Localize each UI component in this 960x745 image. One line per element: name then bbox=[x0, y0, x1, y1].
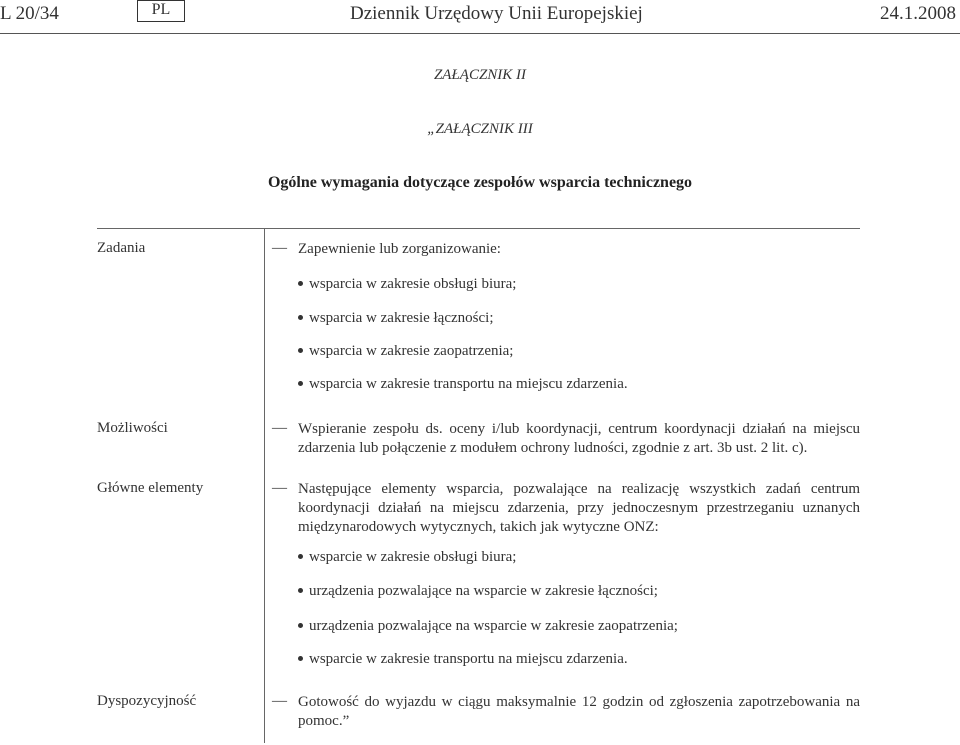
row-label-mozliwosci: Możliwości bbox=[97, 420, 168, 436]
list-item: wsparcia w zakresie łączności; bbox=[298, 310, 494, 327]
list-item: urządzenia pozwalające na wsparcie w zakresie łączności; bbox=[298, 583, 658, 600]
list-item: urządzenia pozwalające na wsparcie w zakresie zaopatrzenia; bbox=[298, 618, 678, 635]
mozliwosci-text: Wspieranie zespołu ds. oceny i/lub koordynacji, centrum koordynacji działań na miejscu zdarzenia lub połączenie z modułem ochrony ludności, zgodnie z art. 3b ust. 2 lit. c). bbox=[298, 421, 860, 456]
header-divider bbox=[0, 33, 960, 34]
publication-date: 24.1.2008 bbox=[880, 3, 956, 24]
bullet-icon bbox=[298, 381, 303, 386]
dyspozycyjnosc-text: Gotowość do wyjazdu w ciągu maksymalnie 12 godzin od zgłoszenia zapotrzebowania na pomoc.” bbox=[298, 694, 860, 729]
row-label-dyspozycyjnosc: Dyspozycyjność bbox=[97, 693, 197, 709]
language-badge: PL bbox=[137, 0, 185, 22]
list-item: wsparcia w zakresie zaopatrzenia; bbox=[298, 343, 513, 360]
bullet-icon bbox=[298, 281, 303, 286]
row-label-glowne-elementy: Główne elementy bbox=[97, 480, 204, 496]
dash-mozliwosci: — bbox=[272, 420, 287, 436]
bullet-icon bbox=[298, 348, 303, 353]
journal-title: Dziennik Urzędowy Unii Europejskiej bbox=[350, 3, 643, 24]
bullet-icon bbox=[298, 315, 303, 320]
bullet-icon bbox=[298, 656, 303, 661]
bullet-icon bbox=[298, 554, 303, 559]
dash-dyspozycyjnosc: — bbox=[272, 693, 287, 709]
journal-reference: L 20/34 bbox=[0, 3, 59, 24]
bullet-icon bbox=[298, 623, 303, 628]
dash-glowne-elementy: — bbox=[272, 480, 287, 496]
list-item: wsparcie w zakresie transportu na miejscu zdarzenia. bbox=[298, 651, 628, 668]
bullet-icon bbox=[298, 588, 303, 593]
table-column-divider bbox=[264, 228, 265, 743]
annex-subtitle: „ZAŁĄCZNIK III bbox=[427, 121, 533, 137]
annex-title: ZAŁĄCZNIK II bbox=[433, 67, 527, 83]
list-item: wsparcie w zakresie obsługi biura; bbox=[298, 549, 516, 566]
dash-zadania: — bbox=[272, 240, 287, 256]
zadania-intro: Zapewnienie lub zorganizowanie: bbox=[298, 241, 501, 257]
list-item: wsparcia w zakresie transportu na miejscu zdarzenia. bbox=[298, 376, 628, 393]
page-header bbox=[0, 0, 960, 34]
row-label-zadania: Zadania bbox=[97, 240, 146, 256]
document-title: Ogólne wymagania dotyczące zespołów wsparcia technicznego bbox=[267, 174, 693, 191]
list-item: wsparcia w zakresie obsługi biura; bbox=[298, 276, 516, 293]
table-top-rule bbox=[97, 228, 860, 229]
glowne-elementy-text: Następujące elementy wsparcia, pozwalające na realizację wszystkich zadań centrum koordynacji działań na miejscu zdarzenia, przy jednoczesnym przestrzeganiu uznanych międzynarodowych wytycznych, takich jak wytyczne ONZ: bbox=[298, 481, 860, 535]
